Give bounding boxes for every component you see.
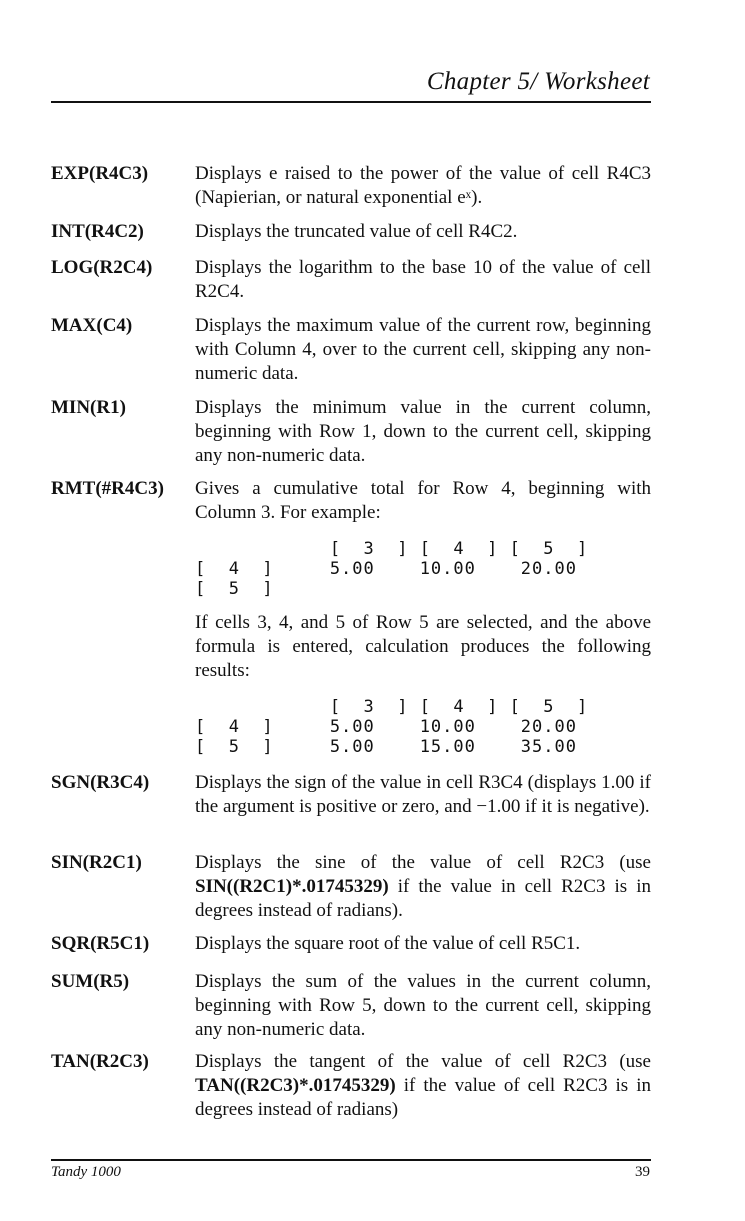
entry-description: Displays the truncated value of cell R4C2.: [195, 221, 518, 242]
rmt-example-1-grid: [195, 539, 651, 599]
rmt-intro-text: Gives a cumulative total for Row 4, beginning with Column 3. For example:: [195, 478, 651, 523]
entry-description: [195, 851, 651, 923]
entry-term: SGN(R3C4): [51, 772, 150, 793]
entry-description: Displays the sum of the values in the current column, beginning with Row 5, down to the current cell, skipping any non-numeric data.: [195, 971, 651, 1040]
entry-rmt: [51, 477, 651, 769]
grid-row-4: [ 4 ] 5.00 10.00 20.00: [195, 717, 577, 737]
grid-column-header-row: [ 3 ] [ 4 ] [ 5 ]: [195, 539, 589, 559]
entry-description: Displays the logarithm to the base 10 of the value of cell R2C4.: [195, 257, 651, 302]
grid-column-header-row: [ 3 ] [ 4 ] [ 5 ]: [195, 697, 589, 717]
entry-description: [195, 477, 651, 757]
entry-term: MIN(R1): [51, 397, 126, 418]
entry-description: [195, 1050, 651, 1122]
header-rule: [51, 101, 651, 103]
desc-text: Displays the sine of the value of cell R2C3 (use: [195, 852, 651, 873]
grid-row-5: [ 5 ]: [195, 579, 274, 599]
entry-term: SQR(R5C1): [51, 933, 150, 954]
entry-term: MAX(C4): [51, 315, 133, 336]
entry-term: RMT(#R4C3): [51, 478, 164, 499]
entry-min: [51, 396, 651, 468]
entry-sqr: [51, 932, 651, 956]
entry-description: Displays e raised to the power of the value of cell R4C3 (Napierian, or natural exponential eˣ).: [195, 163, 651, 208]
entry-sum: [51, 970, 651, 1042]
formula-text: TAN((R2C3)*.01745329): [195, 1075, 396, 1096]
entry-tan: [51, 1050, 651, 1122]
rmt-example-2-grid: [195, 697, 651, 757]
entry-exp: [51, 162, 651, 210]
desc-text: if the value of cell R2C3 is in degrees instead of radians): [195, 1075, 651, 1120]
entry-term: SUM(R5): [51, 971, 130, 992]
desc-text: Displays the tangent of the value of cell R2C3 (use: [195, 1051, 651, 1072]
entry-description: Displays the sign of the value in cell R3C4 (displays 1.00 if the argument is positive or zero, and −1.00 if it is negative).: [195, 772, 651, 817]
entry-term: SIN(R2C1): [51, 852, 142, 873]
rmt-middle-text: If cells 3, 4, and 5 of Row 5 are selected, and the above formula is entered, calculation produces the following results:: [195, 612, 651, 681]
footer-book-title: Tandy 1000: [51, 1164, 121, 1180]
entry-sin: [51, 851, 651, 923]
entry-term: LOG(R2C4): [51, 257, 153, 278]
entry-term: EXP(R4C3): [51, 163, 149, 184]
grid-row-4: [ 4 ] 5.00 10.00 20.00: [195, 559, 577, 579]
entry-log: [51, 256, 651, 304]
entry-description: Displays the square root of the value of cell R5C1.: [195, 933, 581, 954]
page-number: 39: [635, 1164, 650, 1180]
grid-row-5: [ 5 ] 5.00 15.00 35.00: [195, 737, 577, 757]
footer-rule: [51, 1159, 651, 1161]
entry-term: TAN(R2C3): [51, 1051, 149, 1072]
entry-description: Displays the minimum value in the current column, beginning with Row 1, down to the current cell, skipping any non-numeric data.: [195, 397, 651, 466]
formula-text: SIN((R2C1)*.01745329): [195, 876, 389, 897]
page-header-title: Chapter 5/ Worksheet: [426, 68, 650, 95]
entry-int: [51, 220, 651, 244]
desc-text: if the value in cell R2C3 is in degrees instead of radians).: [195, 876, 651, 921]
entry-term: INT(R4C2): [51, 221, 144, 242]
entry-sgn: [51, 771, 651, 819]
entry-description: Displays the maximum value of the current row, beginning with Column 4, over to the current cell, skipping any non-numeric data.: [195, 315, 651, 384]
entry-max: [51, 314, 651, 386]
